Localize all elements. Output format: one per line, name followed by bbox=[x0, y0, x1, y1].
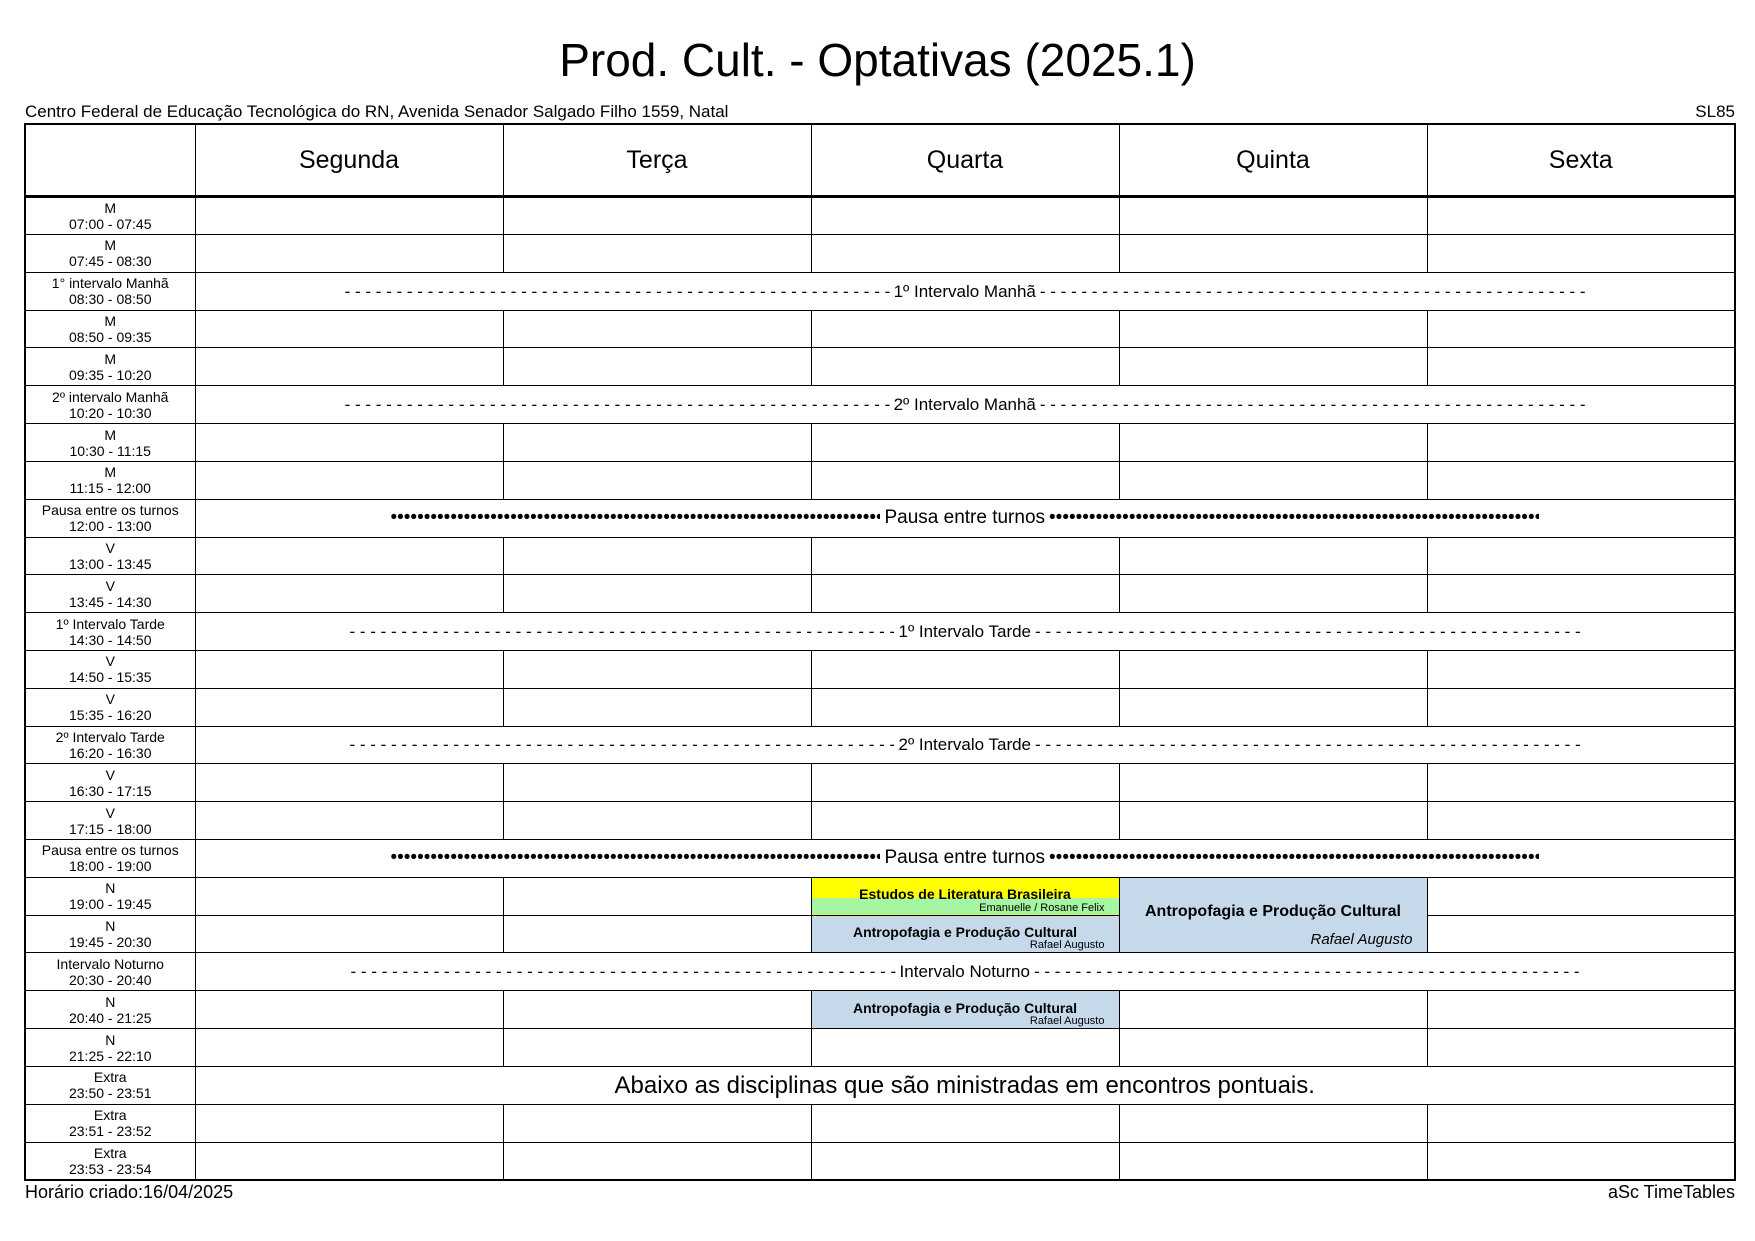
slot-cell-quarta[interactable] bbox=[811, 348, 1119, 386]
slot-cell-terca[interactable] bbox=[503, 650, 811, 688]
lesson-subject: Estudos de Literatura Brasileira bbox=[859, 886, 1071, 903]
lesson-teacher: Rafael Augusto bbox=[1029, 1015, 1105, 1028]
slot-cell-quinta[interactable] bbox=[1119, 424, 1427, 462]
period-label-cell bbox=[25, 197, 195, 235]
timetable-row bbox=[25, 802, 1735, 840]
period-time: 17:15 - 18:00 bbox=[68, 820, 152, 837]
timetable-row bbox=[25, 915, 1735, 953]
slot-cell-sexta[interactable] bbox=[1427, 348, 1735, 386]
timetable-row bbox=[25, 537, 1735, 575]
period-label-cell bbox=[25, 840, 195, 878]
lesson-card[interactable] bbox=[811, 877, 1119, 915]
timetable bbox=[24, 123, 1736, 1181]
period-label-cell bbox=[25, 537, 195, 575]
separator-fill bbox=[345, 282, 890, 302]
period-time: 12:00 - 13:00 bbox=[68, 518, 152, 535]
timetable-row bbox=[25, 424, 1735, 462]
slot-cell-quarta[interactable] bbox=[811, 1029, 1119, 1067]
period-label-cell bbox=[25, 235, 195, 273]
separator-fill bbox=[1035, 622, 1580, 642]
break-banner bbox=[195, 953, 1735, 991]
slot-cell-terca[interactable] bbox=[503, 688, 811, 726]
slot-cell-sexta[interactable] bbox=[1427, 575, 1735, 613]
separator-fill bbox=[1040, 282, 1585, 302]
break-banner bbox=[195, 840, 1735, 878]
timetable-row bbox=[25, 991, 1735, 1029]
slot-cell-segunda[interactable] bbox=[195, 197, 503, 235]
timetable-row bbox=[25, 1142, 1735, 1180]
period-name: N bbox=[105, 880, 116, 897]
slot-cell-terca[interactable] bbox=[503, 197, 811, 235]
period-label-cell bbox=[25, 688, 195, 726]
banner-label: 1º Intervalo Manhã bbox=[893, 281, 1036, 301]
slot-cell-segunda[interactable] bbox=[195, 424, 503, 462]
period-time: 19:00 - 19:45 bbox=[68, 896, 152, 913]
period-label-cell bbox=[25, 386, 195, 424]
period-name: V bbox=[105, 766, 115, 783]
slot-cell-terca[interactable] bbox=[503, 235, 811, 273]
slot-cell-sexta[interactable] bbox=[1427, 537, 1735, 575]
period-name: V bbox=[105, 804, 115, 821]
period-name: V bbox=[105, 539, 115, 556]
timetable-row bbox=[25, 953, 1735, 991]
period-time: 23:51 - 23:52 bbox=[68, 1123, 152, 1140]
day-header-quarta: Quarta bbox=[811, 124, 1119, 197]
period-label-cell bbox=[25, 348, 195, 386]
separator-fill bbox=[351, 962, 896, 982]
slot-cell-sexta[interactable] bbox=[1427, 424, 1735, 462]
period-time: 19:45 - 20:30 bbox=[68, 934, 152, 951]
timetable-row bbox=[25, 764, 1735, 802]
slot-cell-segunda[interactable] bbox=[195, 915, 503, 953]
period-time: 08:50 - 09:35 bbox=[68, 329, 152, 346]
timetable-row bbox=[25, 461, 1735, 499]
period-name: V bbox=[105, 653, 115, 670]
separator-fill bbox=[349, 735, 894, 755]
period-name: 1º Intervalo Tarde bbox=[55, 615, 165, 632]
slot-cell-quinta[interactable] bbox=[1119, 310, 1427, 348]
period-time: 16:20 - 16:30 bbox=[68, 745, 152, 761]
period-name: M bbox=[104, 313, 117, 330]
period-label-cell bbox=[25, 915, 195, 953]
slot-cell-quinta[interactable] bbox=[1119, 764, 1427, 802]
timetable-row bbox=[25, 877, 1735, 915]
slot-cell-terca[interactable] bbox=[503, 461, 811, 499]
timetable-row bbox=[25, 688, 1735, 726]
period-name: Intervalo Noturno bbox=[56, 955, 164, 972]
period-time: 23:53 - 23:54 bbox=[68, 1160, 152, 1177]
period-time: 10:20 - 10:30 bbox=[68, 404, 152, 421]
banner-label: Intervalo Noturno bbox=[899, 962, 1030, 982]
slot-cell-quarta[interactable] bbox=[811, 461, 1119, 499]
period-name: V bbox=[105, 577, 115, 594]
slot-cell-quarta[interactable] bbox=[811, 537, 1119, 575]
break-banner bbox=[195, 726, 1735, 764]
lesson-teacher: Rafael Augusto bbox=[1310, 931, 1413, 949]
corner-cell bbox=[25, 124, 195, 197]
day-header-row bbox=[25, 124, 1735, 197]
slot-cell-quarta[interactable] bbox=[811, 650, 1119, 688]
slot-cell-terca[interactable] bbox=[503, 348, 811, 386]
period-name: M bbox=[104, 350, 117, 367]
period-time: 13:45 - 14:30 bbox=[68, 593, 152, 610]
period-time: 21:25 - 22:10 bbox=[68, 1047, 152, 1064]
period-time: 14:50 - 15:35 bbox=[68, 669, 152, 686]
slot-cell-segunda[interactable] bbox=[195, 1104, 503, 1142]
period-time: 23:50 - 23:51 bbox=[68, 1085, 152, 1102]
period-time: 20:40 - 21:25 bbox=[68, 1009, 152, 1026]
lesson-teacher: Rafael Augusto bbox=[1029, 939, 1105, 952]
period-name: Extra bbox=[93, 1107, 127, 1124]
slot-cell-quinta[interactable] bbox=[1119, 235, 1427, 273]
slot-cell-sexta[interactable] bbox=[1427, 197, 1735, 235]
slot-cell-segunda[interactable] bbox=[195, 650, 503, 688]
period-label-cell bbox=[25, 953, 195, 991]
extra-note-banner bbox=[195, 1066, 1735, 1104]
timetable-row bbox=[25, 386, 1735, 424]
period-name: N bbox=[105, 993, 116, 1010]
period-label-cell bbox=[25, 310, 195, 348]
slot-cell-terca[interactable] bbox=[503, 877, 811, 915]
timetable-row bbox=[25, 840, 1735, 878]
period-time: 07:45 - 08:30 bbox=[68, 253, 152, 270]
slot-cell-quinta[interactable] bbox=[1119, 688, 1427, 726]
slot-cell-segunda[interactable] bbox=[195, 688, 503, 726]
slot-cell-terca[interactable] bbox=[503, 991, 811, 1029]
slot-cell-segunda[interactable] bbox=[195, 802, 503, 840]
slot-cell-sexta[interactable] bbox=[1427, 650, 1735, 688]
period-label-cell bbox=[25, 499, 195, 537]
period-label-cell bbox=[25, 1066, 195, 1104]
slot-cell-quarta[interactable] bbox=[811, 688, 1119, 726]
slot-cell-quarta[interactable] bbox=[811, 802, 1119, 840]
period-label-cell bbox=[25, 272, 195, 310]
slot-cell-quinta[interactable] bbox=[1119, 537, 1427, 575]
slot-cell-segunda[interactable] bbox=[195, 461, 503, 499]
break-banner bbox=[195, 386, 1735, 424]
period-name: N bbox=[105, 1031, 116, 1048]
period-name: M bbox=[104, 237, 117, 254]
period-time: 08:30 - 08:50 bbox=[68, 291, 152, 308]
software-credit: aSc TimeTables bbox=[1607, 1182, 1735, 1202]
slot-cell-quinta[interactable] bbox=[1119, 575, 1427, 613]
lesson-card[interactable] bbox=[1119, 877, 1427, 953]
period-label-cell bbox=[25, 991, 195, 1029]
slot-cell-segunda[interactable] bbox=[195, 764, 503, 802]
slot-cell-sexta[interactable] bbox=[1427, 310, 1735, 348]
timetable-row bbox=[25, 235, 1735, 273]
separator-fill bbox=[345, 395, 890, 415]
slot-cell-quarta[interactable] bbox=[811, 1142, 1119, 1180]
period-time: 15:35 - 16:20 bbox=[68, 707, 152, 724]
slot-cell-segunda[interactable] bbox=[195, 991, 503, 1029]
period-name: Pausa entre os turnos bbox=[41, 842, 179, 859]
slot-cell-quarta[interactable] bbox=[811, 197, 1119, 235]
separator-fill bbox=[1034, 962, 1579, 982]
timetable-row bbox=[25, 348, 1735, 386]
slot-cell-segunda[interactable] bbox=[195, 575, 503, 613]
day-header-terca: Terça bbox=[503, 124, 811, 197]
period-time: 10:30 - 11:15 bbox=[69, 442, 151, 459]
timetable-row bbox=[25, 613, 1735, 651]
slot-cell-quinta[interactable] bbox=[1119, 802, 1427, 840]
lesson-card[interactable] bbox=[811, 915, 1119, 953]
slot-cell-segunda[interactable] bbox=[195, 348, 503, 386]
period-label-cell bbox=[25, 877, 195, 915]
day-header-segunda: Segunda bbox=[195, 124, 503, 197]
period-name: M bbox=[104, 464, 117, 481]
slot-cell-quarta[interactable] bbox=[811, 310, 1119, 348]
banner-label: 2º Intervalo Tarde bbox=[898, 735, 1032, 755]
period-name: V bbox=[105, 691, 115, 708]
period-time: 09:35 - 10:20 bbox=[68, 366, 152, 383]
lesson-card[interactable] bbox=[811, 991, 1119, 1029]
separator-fill bbox=[1049, 507, 1539, 529]
slot-cell-terca[interactable] bbox=[503, 802, 811, 840]
slot-cell-sexta[interactable] bbox=[1427, 764, 1735, 802]
timetable-row bbox=[25, 1029, 1735, 1067]
slot-cell-sexta[interactable] bbox=[1427, 991, 1735, 1029]
lesson-subject: Antropofagia e Produção Cultural bbox=[1144, 903, 1401, 921]
timetable-row bbox=[25, 197, 1735, 235]
banner-label: 1º Intervalo Tarde bbox=[898, 621, 1032, 641]
slot-cell-sexta[interactable] bbox=[1427, 1029, 1735, 1067]
slot-cell-sexta[interactable] bbox=[1427, 915, 1735, 953]
period-label-cell bbox=[25, 461, 195, 499]
slot-cell-terca[interactable] bbox=[503, 1029, 811, 1067]
period-name: M bbox=[104, 426, 117, 443]
separator-fill bbox=[390, 847, 880, 869]
timetable-row bbox=[25, 726, 1735, 764]
slot-cell-terca[interactable] bbox=[503, 915, 811, 953]
timetable-row bbox=[25, 310, 1735, 348]
slot-cell-sexta[interactable] bbox=[1427, 461, 1735, 499]
banner-label: Pausa entre turnos bbox=[884, 507, 1046, 529]
period-label-cell bbox=[25, 575, 195, 613]
banner-label: Abaixo as disciplinas que são ministradas em encontros pontuais. bbox=[614, 1071, 1315, 1099]
break-banner bbox=[195, 272, 1735, 310]
slot-cell-quinta[interactable] bbox=[1119, 1142, 1427, 1180]
slot-cell-sexta[interactable] bbox=[1427, 688, 1735, 726]
slot-cell-quarta[interactable] bbox=[811, 1104, 1119, 1142]
slot-cell-quinta[interactable] bbox=[1119, 461, 1427, 499]
slot-cell-terca[interactable] bbox=[503, 1104, 811, 1142]
slot-cell-quinta[interactable] bbox=[1119, 1029, 1427, 1067]
timetable-row bbox=[25, 575, 1735, 613]
room-code: SL85 bbox=[1695, 102, 1735, 121]
page-title: Prod. Cult. - Optativas (2025.1) bbox=[559, 34, 1196, 86]
period-time: 18:00 - 19:00 bbox=[68, 858, 152, 875]
slot-cell-sexta[interactable] bbox=[1427, 877, 1735, 915]
period-name: 2º intervalo Manhã bbox=[52, 388, 169, 405]
period-label-cell bbox=[25, 802, 195, 840]
slot-cell-sexta[interactable] bbox=[1427, 1142, 1735, 1180]
period-name: N bbox=[105, 918, 116, 935]
created-date: Horário criado:16/04/2025 bbox=[25, 1182, 234, 1202]
period-label-cell bbox=[25, 424, 195, 462]
slot-cell-terca[interactable] bbox=[503, 537, 811, 575]
period-label-cell bbox=[25, 764, 195, 802]
separator-fill bbox=[349, 622, 894, 642]
timetable-row bbox=[25, 499, 1735, 537]
period-time: 13:00 - 13:45 bbox=[68, 555, 152, 572]
slot-cell-segunda[interactable] bbox=[195, 877, 503, 915]
slot-cell-sexta[interactable] bbox=[1427, 235, 1735, 273]
slot-cell-quarta[interactable] bbox=[811, 235, 1119, 273]
slot-cell-terca[interactable] bbox=[503, 764, 811, 802]
period-name: Extra bbox=[93, 1069, 127, 1086]
period-label-cell bbox=[25, 650, 195, 688]
slot-cell-segunda[interactable] bbox=[195, 235, 503, 273]
break-banner bbox=[195, 499, 1735, 537]
separator-fill bbox=[1049, 847, 1539, 869]
timetable-row bbox=[25, 1104, 1735, 1142]
slot-cell-terca[interactable] bbox=[503, 575, 811, 613]
period-name: Extra bbox=[93, 1144, 127, 1161]
separator-fill bbox=[1035, 735, 1580, 755]
period-label-cell bbox=[25, 726, 195, 764]
slot-cell-quarta[interactable] bbox=[811, 575, 1119, 613]
slot-cell-terca[interactable] bbox=[503, 424, 811, 462]
slot-cell-segunda[interactable] bbox=[195, 1029, 503, 1067]
slot-cell-quarta[interactable] bbox=[811, 424, 1119, 462]
separator-fill bbox=[1040, 395, 1585, 415]
period-name: 2º Intervalo Tarde bbox=[55, 729, 165, 745]
slot-cell-quarta[interactable] bbox=[811, 764, 1119, 802]
period-time: 07:00 - 07:45 bbox=[68, 216, 152, 233]
timetable-row bbox=[25, 272, 1735, 310]
slot-cell-quinta[interactable] bbox=[1119, 348, 1427, 386]
period-time: 20:30 - 20:40 bbox=[68, 971, 152, 988]
period-time: 11:15 - 12:00 bbox=[69, 480, 151, 497]
slot-cell-quinta[interactable] bbox=[1119, 197, 1427, 235]
slot-cell-terca[interactable] bbox=[503, 1142, 811, 1180]
period-time: 16:30 - 17:15 bbox=[68, 782, 152, 799]
banner-label: Pausa entre turnos bbox=[884, 847, 1046, 869]
banner-label: 2º Intervalo Manhã bbox=[893, 394, 1036, 414]
slot-cell-segunda[interactable] bbox=[195, 310, 503, 348]
lesson-teacher: Emanuelle / Rosane Felix bbox=[979, 901, 1105, 914]
day-header-quinta: Quinta bbox=[1119, 124, 1427, 197]
period-time: 14:30 - 14:50 bbox=[68, 631, 152, 648]
period-name: 1° intervalo Manhã bbox=[51, 275, 169, 292]
lesson-subject: Antropofagia e Produção Cultural bbox=[852, 924, 1077, 941]
break-banner bbox=[195, 613, 1735, 651]
slot-cell-terca[interactable] bbox=[503, 310, 811, 348]
slot-cell-segunda[interactable] bbox=[195, 537, 503, 575]
slot-cell-sexta[interactable] bbox=[1427, 802, 1735, 840]
period-label-cell bbox=[25, 1029, 195, 1067]
slot-cell-quinta[interactable] bbox=[1119, 1104, 1427, 1142]
slot-cell-quinta[interactable] bbox=[1119, 991, 1427, 1029]
institution-address: Centro Federal de Educação Tecnológica do RN, Avenida Senador Salgado Filho 1559, Natal bbox=[25, 102, 729, 121]
timetable-row bbox=[25, 650, 1735, 688]
timetable-row bbox=[25, 1066, 1735, 1104]
separator-fill bbox=[390, 507, 880, 529]
day-header-sexta: Sexta bbox=[1427, 124, 1735, 197]
slot-cell-segunda[interactable] bbox=[195, 1142, 503, 1180]
lesson-subject: Antropofagia e Produção Cultural bbox=[852, 999, 1077, 1016]
period-name: M bbox=[104, 200, 117, 217]
slot-cell-sexta[interactable] bbox=[1427, 1104, 1735, 1142]
slot-cell-quinta[interactable] bbox=[1119, 650, 1427, 688]
period-name: Pausa entre os turnos bbox=[41, 502, 179, 519]
period-label-cell bbox=[25, 1142, 195, 1180]
period-label-cell bbox=[25, 1104, 195, 1142]
period-label-cell bbox=[25, 613, 195, 651]
